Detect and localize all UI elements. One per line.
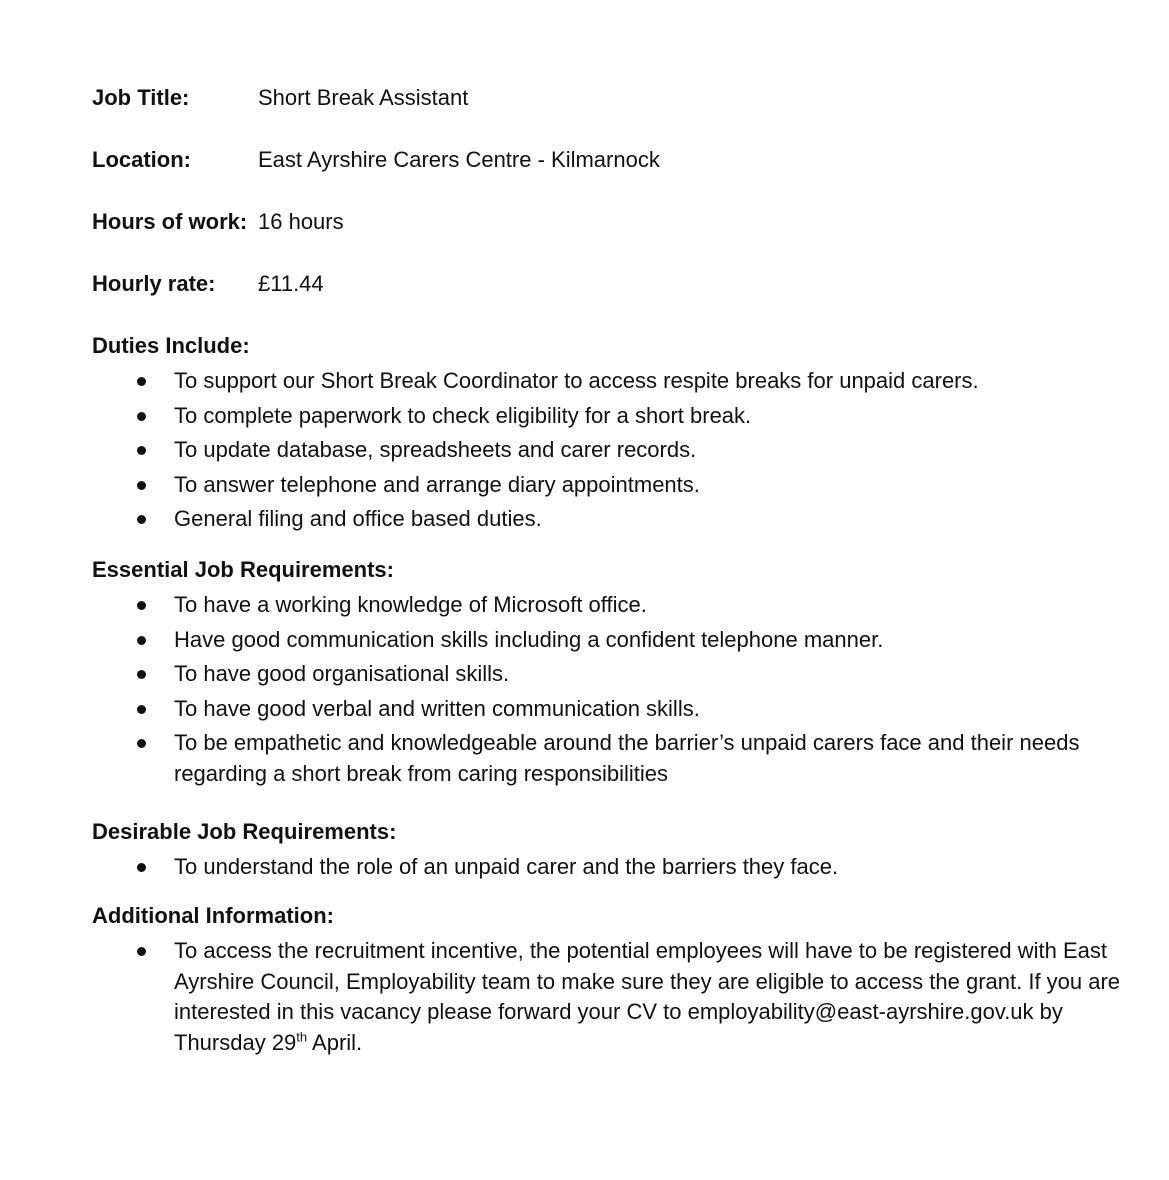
job-title-row [92,82,468,114]
bullet-icon [137,739,146,748]
duties-section [92,332,1152,535]
desirable-section [92,818,1152,883]
additional-list [92,936,1152,1058]
list-item: To update database, spreadsheets and carer records. [92,435,1134,466]
list-item: To complete paperwork to check eligibility for a short break. [92,401,1134,432]
job-title-label: Job Title: [92,85,190,110]
rate-label: Hourly rate: [92,271,216,296]
location-value: East Ayrshire Carers Centre - Kilmarnock [258,147,660,172]
list-item: General filing and office based duties. [92,504,1134,535]
hours-row [92,206,344,238]
list-item: To have a working knowledge of Microsoft office. [92,590,1134,621]
hours-label: Hours of work: [92,209,248,234]
bullet-icon [137,636,146,645]
additional-heading: Additional Information: [92,903,334,928]
bullet-icon [137,705,146,714]
additional-text: To access the recruitment incentive, the potential employees will have to be registered with East Ayrshire Council, Employability team to make sure they are eligible to access the grant. If you are interested in this vacancy please forward your CV to employability@east-ayrshire.gov.uk by Thursday 29 [174,938,1121,1055]
list-item: To have good verbal and written communication skills. [92,694,1134,725]
essential-section [92,556,1152,789]
desirable-list [92,852,1152,883]
bullet-icon [137,377,146,386]
additional-section [92,902,1152,1058]
rate-row [92,268,324,300]
rate-value: £11.44 [258,271,324,296]
list-item [92,936,1144,1058]
bullet-icon [137,481,146,490]
job-title-value: Short Break Assistant [258,85,469,110]
list-item: To support our Short Break Coordinator to access respite breaks for unpaid carers. [92,366,1134,397]
desirable-heading: Desirable Job Requirements: [92,819,397,844]
duties-heading: Duties Include: [92,333,250,358]
bullet-icon [137,670,146,679]
list-item: Have good communication skills including a confident telephone manner. [92,625,1134,656]
duties-list [92,366,1152,535]
bullet-icon [137,601,146,610]
essential-heading: Essential Job Requirements: [92,557,394,582]
location-label: Location: [92,147,191,172]
list-item: To answer telephone and arrange diary appointments. [92,470,1134,501]
bullet-icon [137,947,146,956]
list-item: To have good organisational skills. [92,659,1134,690]
additional-text-end: April. [307,1029,363,1055]
ordinal-suffix: th [296,1029,308,1045]
list-item: To understand the role of an unpaid carer and the barriers they face. [92,852,1134,883]
bullet-icon [137,515,146,524]
essential-list [92,590,1152,789]
location-row [92,144,660,176]
bullet-icon [137,863,146,872]
hours-value: 16 hours [258,209,344,234]
bullet-icon [137,412,146,421]
bullet-icon [137,446,146,455]
list-item: To be empathetic and knowledgeable around the barrier’s unpaid carers face and their needs regarding a short break from caring responsibilities [92,728,1134,789]
